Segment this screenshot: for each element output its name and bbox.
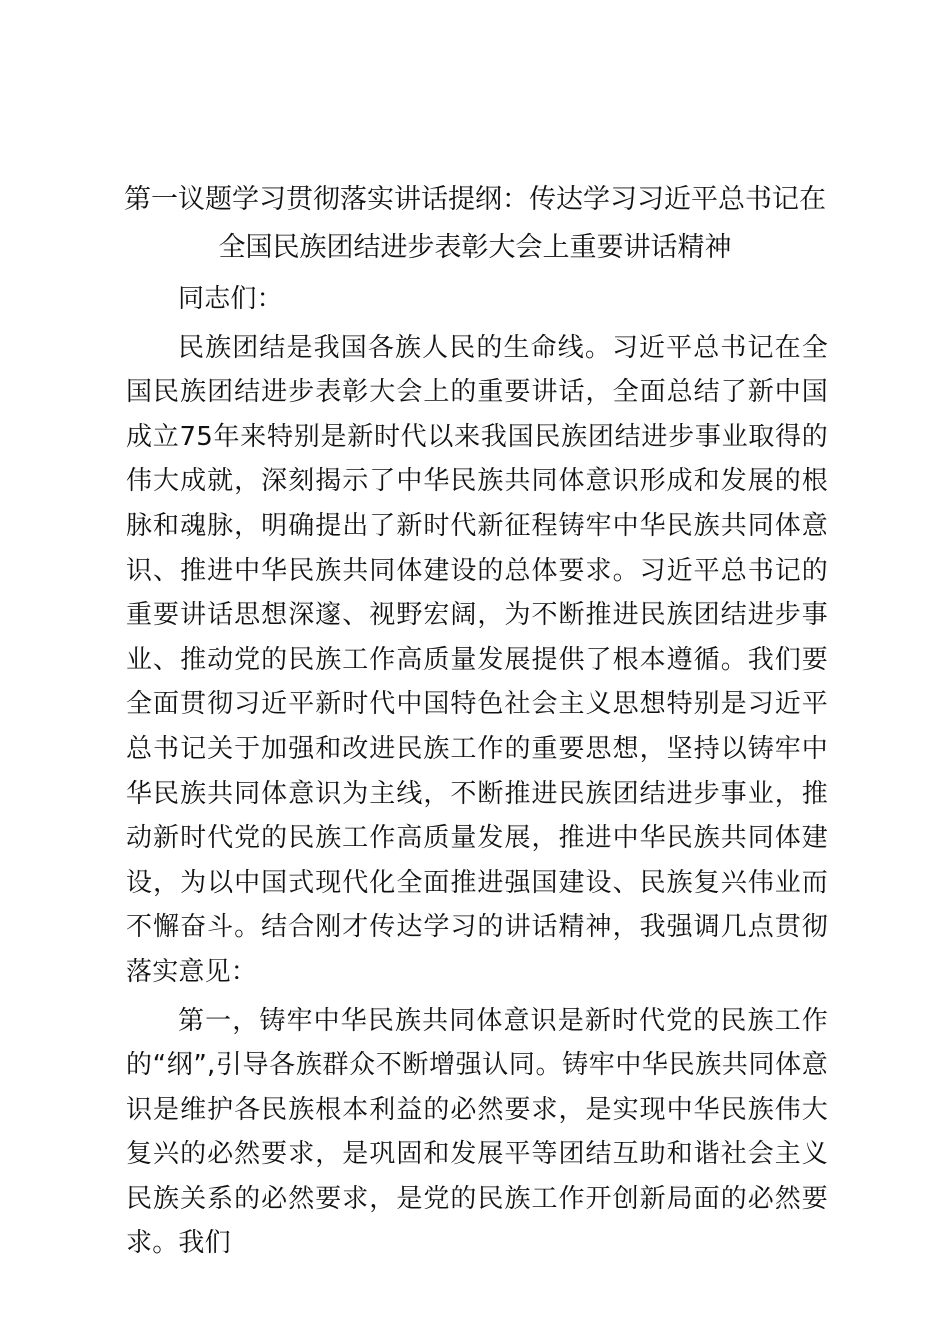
salutation: 同志们： [178, 284, 283, 314]
document-title: 第一议题学习贯彻落实讲话提纲：传达学习习近平总书记在全国民族团结进步表彰大会上重要讲话精神 [124, 184, 826, 263]
document-body [126, 277, 828, 1266]
body-paragraph: 民族团结是我国各族人民的生命线。习近平总书记在全国民族团结进步表彰大会上的重要讲话，全面总结了新中国成立75年来特别是新时代以来我国民族团结进步事业取得的伟大成就，深刻揭示了中华民族共同体意识形成和发展的根脉和魂脉，明确提出了新时代新征程铸牢中华民族共同体意识、推进中华民族共同体建设的总体要求。习近平总书记的重要讲话思想深邃、视野宏阔，为不断推进民族团结进步事业、推动党的民族工作高质量发展提供了根本遵循。我们要全面贯彻习近平新时代中国特色社会主义思想特别是习近平总书记关于加强和改进民族工作的重要思想，坚持以铸牢中华民族共同体意识为主线，不断推进民族团结进步事业，推动新时代党的民族工作高质量发展，推进中华民族共同体建设，为以中国式现代化全面推进强国建设、民族复兴伟业而不懈奋斗。结合刚才传达学习的讲话精神，我强调几点贯彻落实意见： [126, 332, 828, 987]
body-paragraph: 第一，铸牢中华民族共同体意识是新时代党的民族工作的“纲”,引导各族群众不断增强认同。铸牢中华民族共同体意识是维护各民族根本利益的必然要求，是实现中华民族伟大复兴的必然要求，是巩固和发展平等团结互助和谐社会主义民族关系的必然要求，是党的民族工作开创新局面的必然要求。我们 [126, 1005, 828, 1259]
